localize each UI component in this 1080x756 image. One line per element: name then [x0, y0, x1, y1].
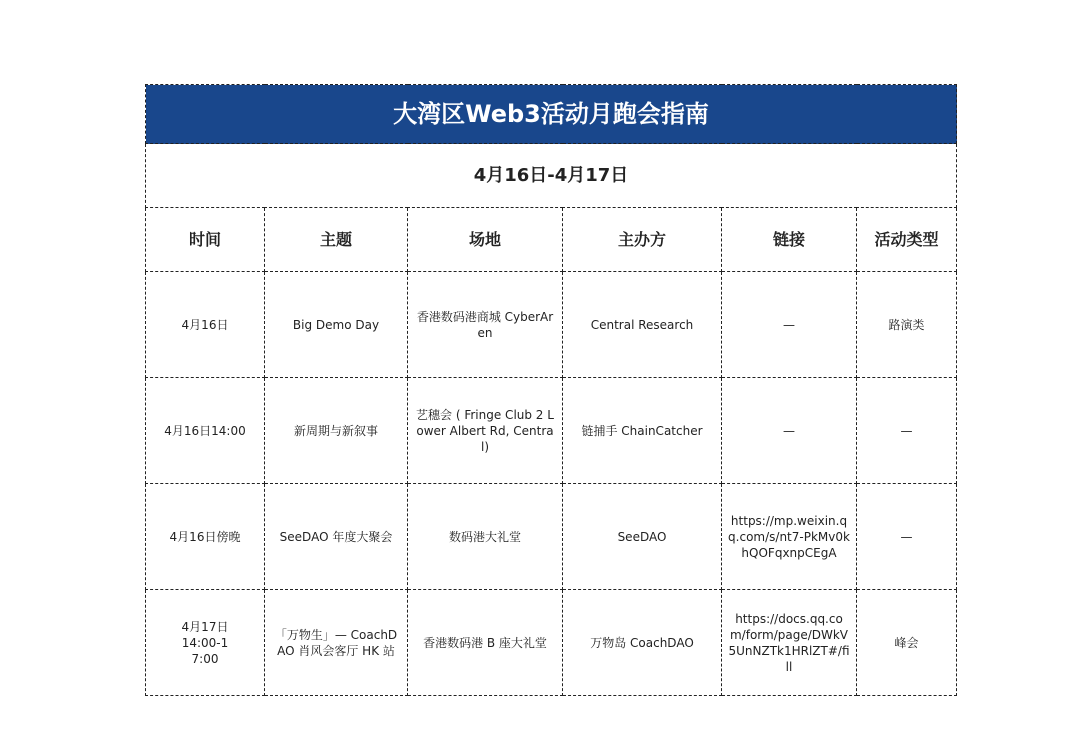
cell-type: —: [857, 484, 957, 590]
cell-time: 4月16日傍晚: [146, 484, 265, 590]
cell-time: 4月17日 14:00-17:00: [146, 590, 265, 696]
header-type: 活动类型: [857, 208, 957, 272]
cell-organizer: SeeDAO: [563, 484, 722, 590]
cell-type: 路演类: [857, 272, 957, 378]
cell-link: —: [722, 378, 857, 484]
cell-topic: Big Demo Day: [265, 272, 408, 378]
date-range: 4月16日-4月17日: [146, 144, 957, 208]
header-row: [146, 208, 957, 272]
event-guide-table-container: [145, 84, 956, 696]
cell-topic: SeeDAO 年度大聚会: [265, 484, 408, 590]
table-row: [146, 484, 957, 590]
cell-link: —: [722, 272, 857, 378]
cell-topic: 「万物生」— CoachDAO 肖风会客厅 HK 站: [265, 590, 408, 696]
cell-link[interactable]: https://docs.qq.com/form/page/DWkV5UnNZTk1HRlZT#/fill: [722, 590, 857, 696]
cell-organizer: Central Research: [563, 272, 722, 378]
header-organizer: 主办方: [563, 208, 722, 272]
cell-topic: 新周期与新叙事: [265, 378, 408, 484]
cell-venue: 数码港大礼堂: [408, 484, 563, 590]
cell-venue: 香港数码港商城 CyberAren: [408, 272, 563, 378]
page-title: 大湾区Web3活动月跑会指南: [146, 85, 957, 144]
header-link: 链接: [722, 208, 857, 272]
cell-type: 峰会: [857, 590, 957, 696]
table-row: [146, 590, 957, 696]
header-time: 时间: [146, 208, 265, 272]
event-guide-table: [145, 84, 957, 696]
cell-organizer: 链捕手 ChainCatcher: [563, 378, 722, 484]
header-topic: 主题: [265, 208, 408, 272]
cell-time: 4月16日14:00: [146, 378, 265, 484]
table-row: [146, 272, 957, 378]
cell-venue: 香港数码港 B 座大礼堂: [408, 590, 563, 696]
cell-type: —: [857, 378, 957, 484]
table-row: [146, 378, 957, 484]
cell-time: 4月16日: [146, 272, 265, 378]
cell-venue: 艺穗会 ( Fringe Club 2 Lower Albert Rd, Central): [408, 378, 563, 484]
header-venue: 场地: [408, 208, 563, 272]
cell-organizer: 万物岛 CoachDAO: [563, 590, 722, 696]
cell-link[interactable]: https://mp.weixin.qq.com/s/nt7-PkMv0khQOFqxnpCEgA: [722, 484, 857, 590]
